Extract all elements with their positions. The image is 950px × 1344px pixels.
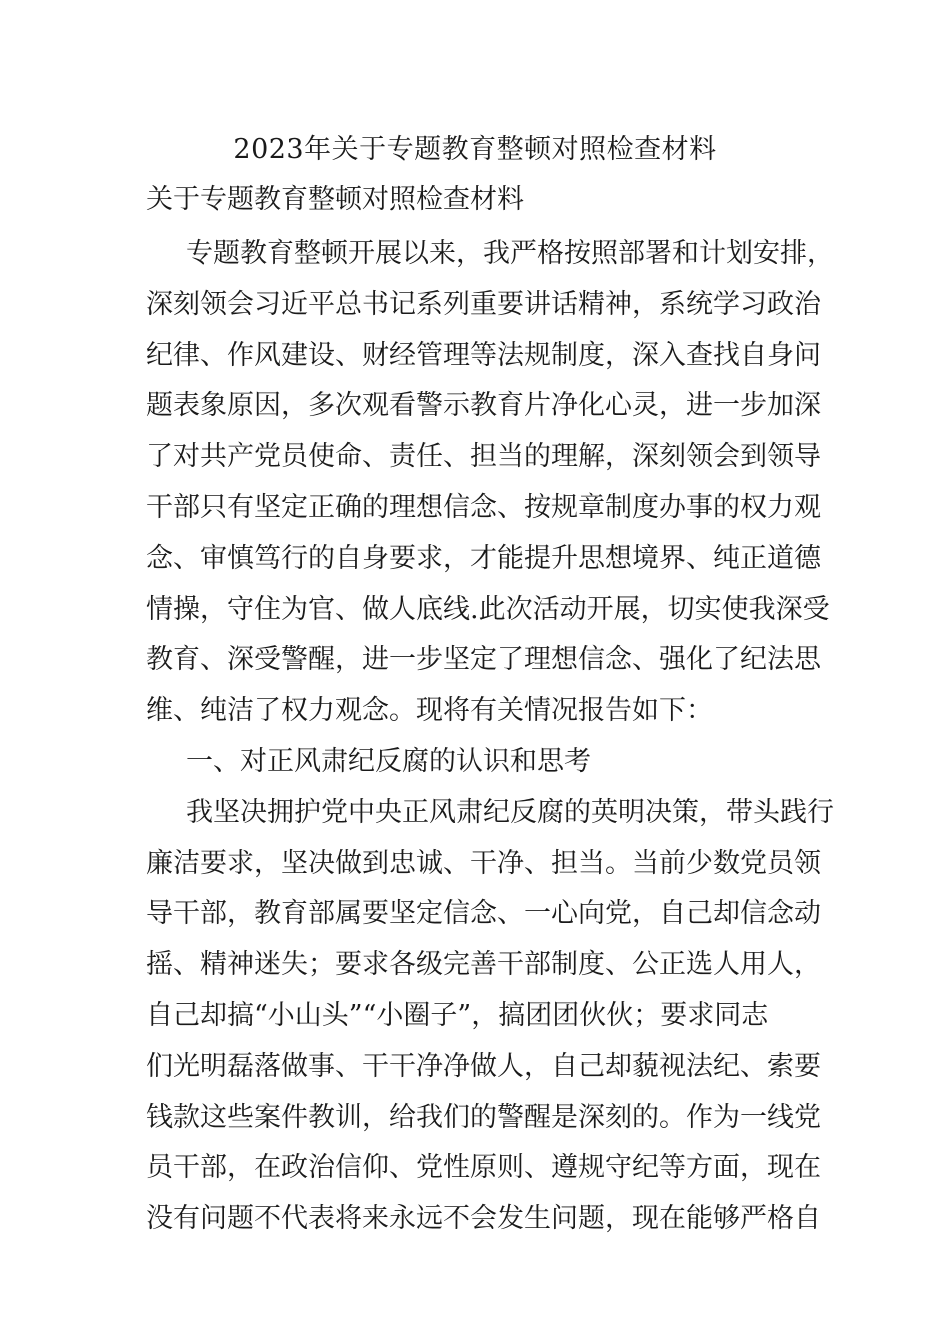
body-line: 自己却搞“小山头”“小圈子”，搞团团伙伙；要求同志	[146, 999, 769, 1031]
body-line: 深刻领会习近平总书记系列重要讲话精神，系统学习政治	[146, 288, 821, 320]
body-line: 钱款这些案件教训，给我们的警醒是深刻的。作为一线党	[146, 1101, 821, 1133]
body-line: 没有问题不代表将来永远不会发生问题，现在能够严格自	[146, 1203, 821, 1235]
body-line: 情操，守住为官、做人底线.此次活动开展，切实使我深受	[146, 593, 830, 625]
body-line: 维、纯洁了权力观念。现将有关情况报告如下：	[146, 695, 713, 727]
body-line: 专题教育整顿开展以来，我严格按照部署和计划安排，	[186, 238, 834, 269]
body-line: 廉洁要求，坚决做到忠诚、干净、担当。当前少数党员领	[146, 847, 821, 879]
document-title: 2023年关于专题教育整顿对照检查材料	[233, 134, 717, 165]
document-body	[146, 236, 834, 1252]
body-line: 一、对正风肃纪反腐的认识和思考	[186, 745, 591, 777]
body-line: 题表象原因，多次观看警示教育片净化心灵，进一步加深	[146, 390, 821, 422]
body-line: 们光明磊落做事、干干净净做人，自己却藐视法纪、索要	[146, 1050, 821, 1082]
body-line: 干部只有坚定正确的理想信念、按规章制度办事的权力观	[146, 491, 821, 523]
body-line: 教育、深受警醒，进一步坚定了理想信念、强化了纪法思	[146, 644, 821, 676]
body-line: 纪律、作风建设、财经管理等法规制度，深入查找自身问	[146, 339, 821, 371]
body-line: 了对共产党员使命、责任、担当的理解，深刻领会到领导	[146, 441, 821, 473]
body-line: 念、审慎笃行的自身要求，才能提升思想境界、纯正道德	[146, 542, 821, 574]
document-subtitle: 关于专题教育整顿对照检查材料	[146, 184, 524, 215]
body-line: 摇、精神迷失；要求各级完善干部制度、公正选人用人，	[146, 949, 821, 981]
body-line: 我坚决拥护党中央正风肃纪反腐的英明决策，带头践行	[186, 796, 834, 828]
body-line: 导干部，教育部属要坚定信念、一心向党，自己却信念动	[146, 898, 821, 930]
body-line: 员干部，在政治信仰、党性原则、遵规守纪等方面，现在	[146, 1152, 821, 1184]
